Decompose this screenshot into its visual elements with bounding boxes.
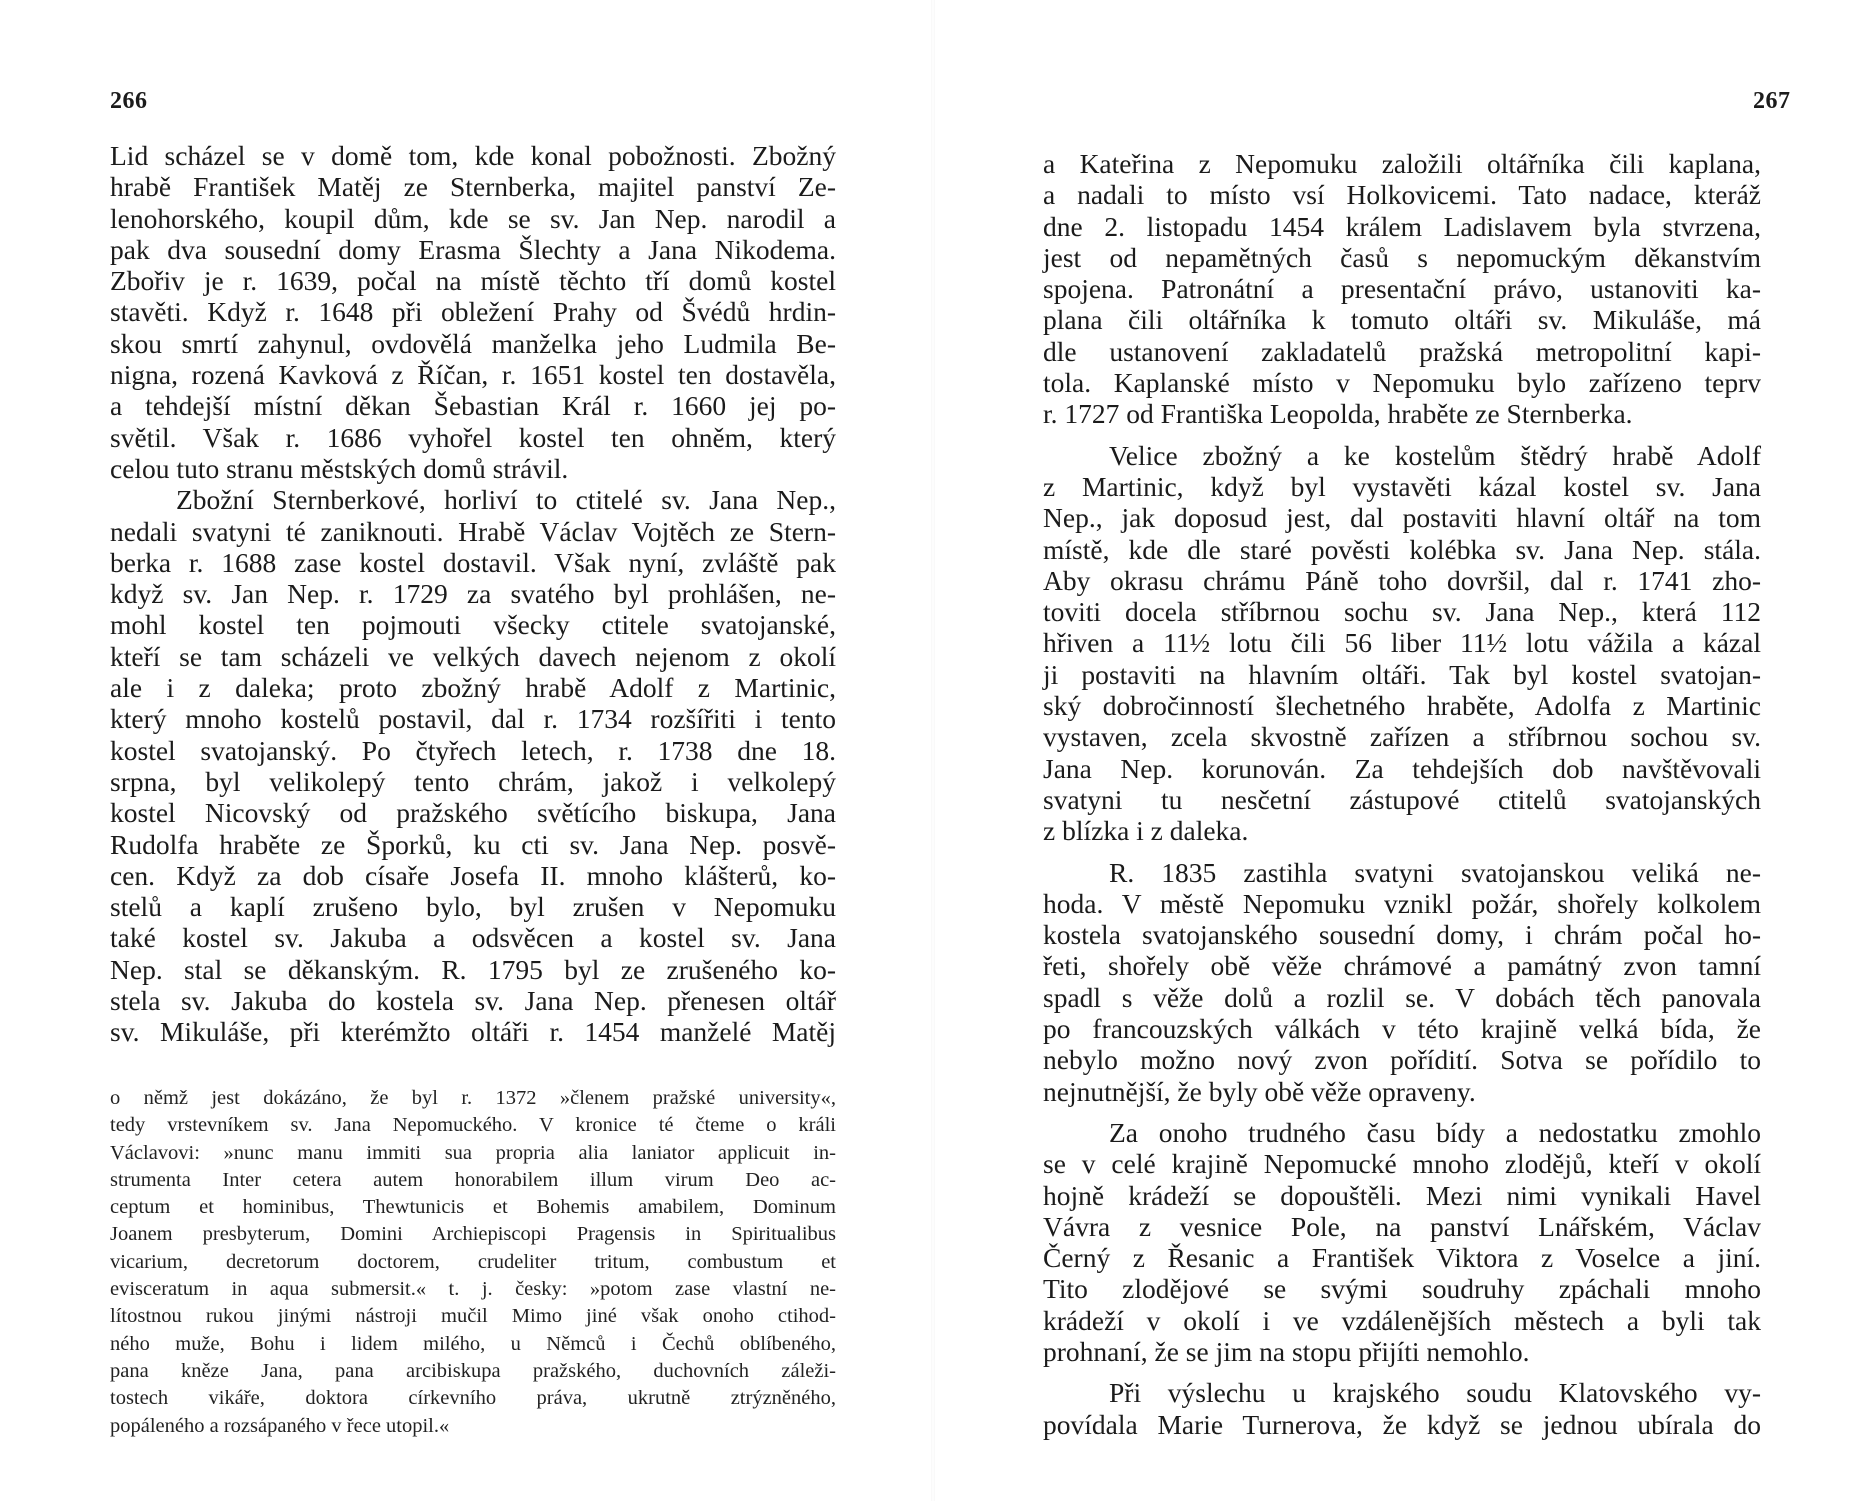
body-text bbox=[1043, 148, 1761, 1440]
body-text bbox=[110, 140, 836, 1048]
text-line: mohl kostel ten pojmouti všecky ctitele svatojanské, bbox=[110, 609, 836, 641]
text-line: a Kateřina z Nepomuku založili oltářníka čili kaplana, bbox=[1043, 148, 1761, 179]
footnote-line: popáleného a rozsápaného v řece utopil.« bbox=[110, 1414, 450, 1437]
text-line: kteří se tam scházeli ve velkých davech nejenom z okolí bbox=[110, 640, 836, 672]
text-line: Zbořiv je r. 1639, počal na místě těchto tří domů kostel bbox=[110, 265, 836, 297]
text-line: Tito zlodějové se svými soudruhy zpáchali mnoho bbox=[1043, 1273, 1761, 1305]
text-line: který mnoho kostelů postavil, dal r. 1734 rozšířiti i tento bbox=[110, 703, 836, 735]
text-line: hoda. V městě Nepomuku vznikl požár, shořely kolkolem bbox=[1043, 887, 1761, 919]
text-line: Jana Nep. korunován. Za tehdejších dob navštěvovali bbox=[1043, 752, 1761, 784]
text-line: vystaven, zcela skvostně zařízen a stříbrnou sochou sv. bbox=[1043, 721, 1761, 753]
text-line: ale i z daleka; proto zbožný hrabě Adolf z Martinic, bbox=[110, 672, 836, 704]
text-line: kostela svatojanského sousední domy, i chrám počal ho- bbox=[1043, 919, 1761, 951]
text-line: Při výslechu u krajského soudu Klatovského vy- bbox=[1109, 1377, 1761, 1409]
text-line: celou tuto stranu městských domů strávil. bbox=[110, 452, 569, 484]
footnote-line: ného muže, Bohu i lidem milého, u Němců i Čechů oblíbeného, bbox=[110, 1332, 836, 1355]
footnote-line: evisceratum in aqua submersit.« t. j. česky: »potom zase vlastní ne- bbox=[110, 1278, 836, 1301]
text-line: spadl s věže dolů a rozlil se. V dobách těch panovala bbox=[1043, 981, 1761, 1013]
right-page bbox=[933, 0, 1866, 1501]
text-line: a tehdejší místní děkan Šebastian Král r. 1660 jej po- bbox=[110, 390, 836, 422]
text-line: spojena. Patronátní a presentační právo, ustanoviti ka- bbox=[1043, 273, 1761, 305]
footnote-line: ceptum et hominibus, Thewtunicis et Bohemis amabilem, Dominum bbox=[110, 1196, 836, 1219]
text-line: Nep. stal se děkanským. R. 1795 byl ze zrušeného ko- bbox=[110, 953, 836, 985]
text-line: pak dva sousední domy Erasma Šlechty a Jana Nikodema. bbox=[110, 233, 836, 265]
text-line: Aby okrasu chrámu Páně toho dovršil, dal r. 1741 zho- bbox=[1043, 564, 1761, 596]
text-line: toviti docela stříbrnou sochu sv. Jana Nep., která 112 bbox=[1043, 596, 1761, 628]
text-line: berka r. 1688 zase kostel dostavil. Však nyní, zvláště pak bbox=[110, 546, 836, 578]
text-line: kostel svatojanský. Po čtyřech letech, r. 1738 dne 18. bbox=[110, 734, 836, 766]
text-line: prohnaní, že se jim na stopu přijíti nemohlo. bbox=[1043, 1335, 1530, 1367]
text-line: stavěti. Když r. 1648 při obležení Prahy od Švédů hrdin- bbox=[110, 296, 836, 328]
footnote-line: o němž jest dokázáno, že byl r. 1372 »členem pražské university«, bbox=[110, 1087, 836, 1109]
text-line: a nadali to místo vsí Holkovicemi. Tato nadace, kteráž bbox=[1043, 179, 1761, 211]
footnote-line: tedy vrstevníkem sv. Jana Nepomuckého. V kronice té čteme o králi bbox=[110, 1114, 836, 1137]
paragraph-gap bbox=[1043, 1107, 1761, 1117]
text-line: plana čili oltářníka k tomuto oltáři sv. Mikuláše, má bbox=[1043, 304, 1761, 336]
text-line: Vávra z vesnice Pole, na panství Lnářském, Václav bbox=[1043, 1210, 1761, 1242]
text-line: stela sv. Jakuba do kostela sv. Jana Nep. přenesen oltář bbox=[110, 985, 836, 1017]
text-line: lenohorského, koupil dům, kde se sv. Jan Nep. narodil a bbox=[110, 202, 836, 234]
text-line: Rudolfa hraběte ze Šporků, ku cti sv. Jana Nep. posvě- bbox=[110, 828, 836, 860]
text-line: z blízka i z daleka. bbox=[1043, 815, 1249, 847]
paragraph-gap bbox=[1043, 847, 1761, 857]
text-line: kostel Nicovský od pražského světícího biskupa, Jana bbox=[110, 797, 836, 829]
footnote-line: pana kněze Jana, pana arcibiskupa pražského, duchovních záleži- bbox=[110, 1359, 836, 1382]
text-line: sv. Mikuláše, při kterémžto oltáři r. 1454 manželé Matěj bbox=[110, 1016, 836, 1048]
text-line: nejnutnější, že byly obě věže opraveny. bbox=[1043, 1075, 1476, 1107]
text-line: Velice zbožný a ke kostelům štědrý hrabě Adolf bbox=[1109, 439, 1761, 471]
text-line: světil. Však r. 1686 vyhořel kostel ten ohněm, který bbox=[110, 421, 836, 453]
text-line: dle ustanovení zakladatelů pražská metropolitní kapi- bbox=[1043, 335, 1761, 367]
text-line: hřiven a 11½ lotu čili 56 liber 11½ lotu vážila a kázal bbox=[1043, 627, 1761, 659]
page-number: 267 bbox=[1753, 88, 1791, 114]
text-line: nebylo možno nový zvon pořídití. Sotva se pořídilo to bbox=[1043, 1044, 1761, 1076]
paragraph-gap bbox=[1043, 430, 1761, 440]
text-line: Zbožní Sternberkové, horliví to ctitelé sv. Jana Nep., bbox=[176, 484, 836, 516]
text-line: z Martinic, když byl vystavěti kázal kostel sv. Jana bbox=[1043, 470, 1761, 502]
footnote-line: tostech vikáře, doktora církevního práva, ukrutně ztrýzněného, bbox=[110, 1387, 836, 1410]
text-line: Nep., jak doposud jest, dal postaviti hlavní oltář na tom bbox=[1043, 502, 1761, 534]
text-line: krádeží v okolí i ve vzdálenějších městech a byli tak bbox=[1043, 1304, 1761, 1336]
text-line: když sv. Jan Nep. r. 1729 za svatého byl prohlášen, ne- bbox=[110, 578, 836, 610]
footnote-line: Václavovi: »nunc manu immiti sua propria alia laniator applicuit in- bbox=[110, 1141, 836, 1164]
text-line: jest od nepamětných časů s nepomuckým děkanstvím bbox=[1043, 241, 1761, 273]
page-number: 266 bbox=[110, 88, 148, 114]
text-line: tola. Kaplanské místo v Nepomuku bylo zařízeno teprv bbox=[1043, 367, 1761, 399]
text-line: cen. Když za dob císaře Josefa II. mnoho klášterů, ko- bbox=[110, 859, 836, 891]
text-line: hrabě František Matěj ze Sternberka, majitel panství Ze- bbox=[110, 171, 836, 203]
paragraph-gap bbox=[1043, 1367, 1761, 1377]
text-line: nigna, rozená Kavková z Říčan, r. 1651 kostel ten dostavěla, bbox=[110, 359, 836, 391]
footnote-line: strumenta Inter cetera autem honorabilem illum virum Deo ac- bbox=[110, 1168, 836, 1191]
text-line: povídala Marie Turnerova, že když se jednou ubírala do bbox=[1043, 1408, 1761, 1440]
text-line: řeti, shořely obě věže chrámové a památný zvon tamní bbox=[1043, 950, 1761, 982]
text-line: Za onoho trudného času bídy a nedostatku zmohlo bbox=[1109, 1116, 1761, 1148]
footnote-line: lítostnou rukou jinými nástroji mučil Mimo jiné však onoho ctihod- bbox=[110, 1305, 836, 1328]
footnote-line: Joanem presbyterum, Domini Archiepiscopi Pragensis in Spiritualibus bbox=[110, 1223, 836, 1246]
text-line: stelů a kaplí zrušeno bylo, byl zrušen v Nepomuku bbox=[110, 891, 836, 923]
text-line: R. 1835 zastihla svatyni svatojanskou veliká ne- bbox=[1109, 856, 1761, 888]
text-line: hojně krádeží se dopouštěli. Mezi nimi vynikali Havel bbox=[1043, 1179, 1761, 1211]
text-line: ji postaviti na hlavním oltáři. Tak byl kostel svatojan- bbox=[1043, 658, 1761, 690]
text-line: Černý z Řesanic a František Viktora z Voselce a jiní. bbox=[1043, 1242, 1761, 1274]
text-line: dne 2. listopadu 1454 králem Ladislavem byla stvrzena, bbox=[1043, 210, 1761, 242]
text-line: se v celé krajině Nepomucké mnoho zlodějů, kteří v okolí bbox=[1043, 1148, 1761, 1180]
text-line: srpna, byl velikolepý tento chrám, jakož i velkolepý bbox=[110, 765, 836, 797]
text-line: skou smrtí zahynul, ovdovělá manželka jeho Ludmila Be- bbox=[110, 327, 836, 359]
text-line: r. 1727 od Františka Leopolda, hraběte ze Sternberka. bbox=[1043, 398, 1633, 430]
text-line: také kostel sv. Jakuba a odsvěcen a kostel sv. Jana bbox=[110, 922, 836, 954]
text-line: po francouzských válkách v této krajině velká bída, že bbox=[1043, 1013, 1761, 1045]
text-line: místě, kde dle staré pověsti kolébka sv. Jana Nep. stála. bbox=[1043, 533, 1761, 565]
text-line: svatyni tu nesčetní zástupové ctitelů svatojanských bbox=[1043, 783, 1761, 815]
text-line: nedali svatyni té zaniknouti. Hrabě Václav Vojtěch ze Stern- bbox=[110, 515, 836, 547]
footnote-line: vicarium, decretorum doctorem, crudeliter tritum, combustum et bbox=[110, 1250, 836, 1273]
text-line: ský dobročinností šlechetného hraběte, Adolfa z Martinic bbox=[1043, 690, 1761, 722]
text-line: Lid scházel se v domě tom, kde konal pobožnosti. Zbožný bbox=[110, 140, 836, 171]
footnote bbox=[110, 1085, 836, 1440]
